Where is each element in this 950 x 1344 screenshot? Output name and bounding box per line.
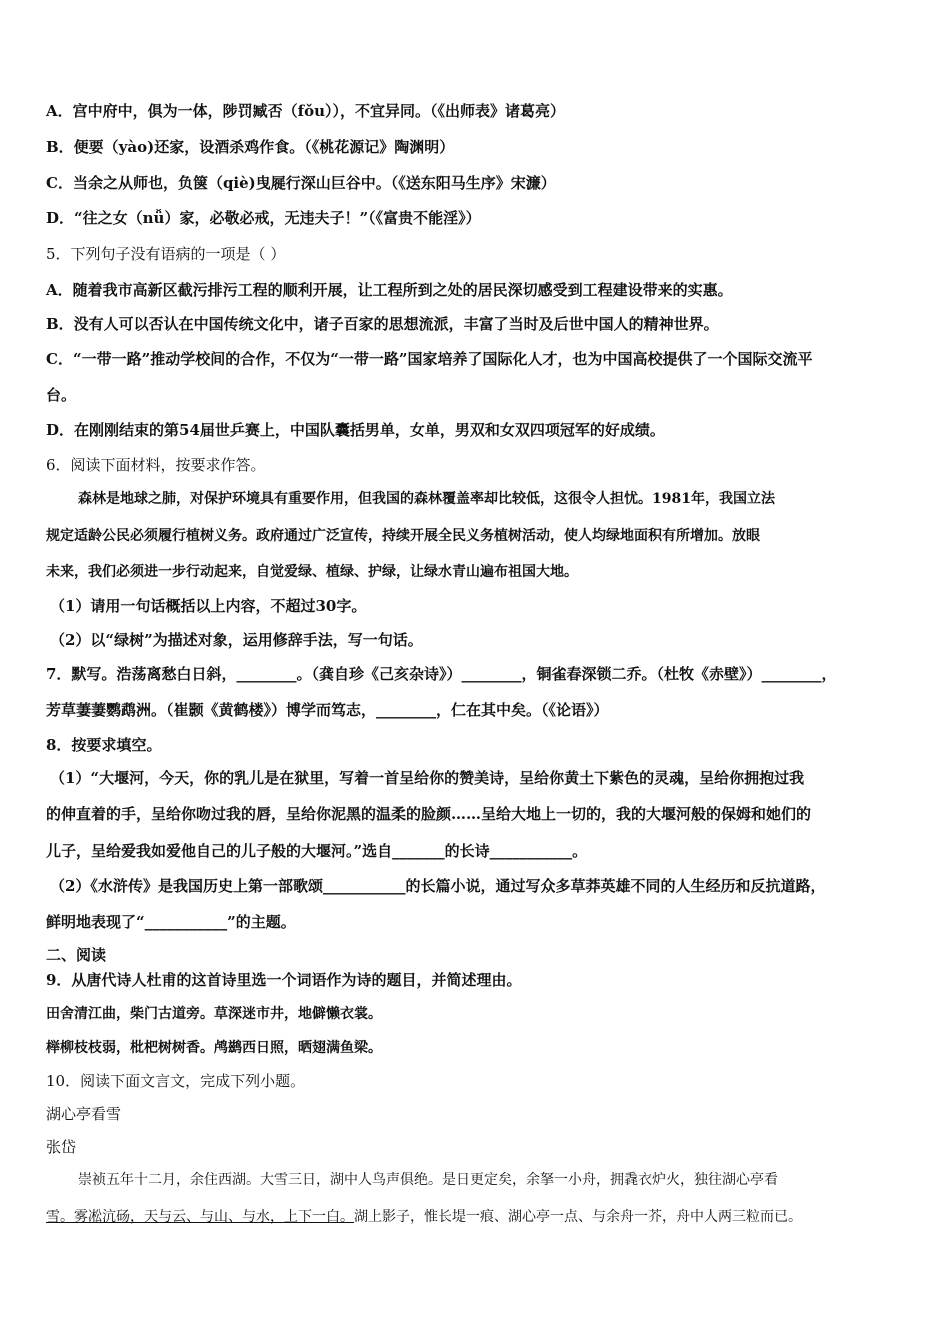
q5-option-c: C．“一带一路”推动学校间的合作，不仅为“一带一路”国家培养了国际化人才，也为中国高校提供了一个国际交流平 (46, 350, 813, 368)
q9-stem: 9．从唐代诗人杜甫的这首诗里选一个词语作为诗的题目，并简述理由。 (46, 971, 522, 989)
passage-paragraph-line-2-rest: 湖上影子，惟长堤一痕、湖心亭一点、与余舟一芥，舟中人两三粒而已。 (354, 1209, 802, 1225)
passage-paragraph-line-1: 崇祯五年十二月，余住西湖。大雪三日，湖中人鸟声俱绝。是日更定矣，余拏一小舟，拥毳衣炉火，独往湖心亭看 (78, 1172, 778, 1188)
q8-line-5: 鲜明地表现了“___________”的主题。 (46, 913, 296, 931)
q6-sub-1: （1）请用一句话概括以上内容，不超过30字。 (50, 597, 367, 615)
passage-title: 湖心亭看雪 (46, 1105, 122, 1123)
q6-stem: 6．阅读下面材料，按要求作答。 (46, 456, 266, 474)
q10-stem: 10．阅读下面文言文，完成下列小题。 (46, 1072, 306, 1090)
q6-passage-line-1: 森林是地球之肺，对保护环境具有重要作用，但我国的森林覆盖率却比较低，这很令人担忧。1981年，我国立法 (78, 491, 775, 507)
q8-stem: 8．按要求填空。 (46, 736, 162, 754)
q5-option-b: B．没有人可以否认在中国传统文化中，诸子百家的思想流派，丰富了当时及后世中国人的精神世界。 (46, 315, 719, 333)
q5-option-d: D．在刚刚结束的第54届世乒赛上，中国队囊括男单，女单，男双和女双四项冠军的好成绩。 (46, 421, 665, 439)
q4-option-b: B．便要（yào)还家，设酒杀鸡作食。（《桃花源记》陶渊明） (46, 138, 455, 156)
q9-poem-line-2: 榉柳枝枝弱，枇杷树树香。鸬鹚西日照，晒翅满鱼梁。 (46, 1040, 382, 1056)
q8-line-2: 的伸直着的手，呈给你吻过我的唇，呈给你泥黑的温柔的脸颜……呈给大地上一切的，我的大堰河般的保姆和她们的 (46, 805, 812, 823)
q6-sub-2: （2）以“绿树”为描述对象，运用修辞手法，写一句话。 (50, 631, 423, 649)
q6-passage-line-3: 未来，我们必须进一步行动起来，自觉爱绿、植绿、护绿，让绿水青山遍布祖国大地。 (46, 564, 578, 580)
passage-paragraph-line-2 (46, 1206, 802, 1228)
q4-option-d: D．“往之女（nǚ）家，必敬必戒，无违夫子！”（《富贵不能淫》） (46, 209, 481, 227)
q5-stem: 5．下列句子没有语病的一项是（ ） (46, 245, 286, 263)
q4-option-a: A．宫中府中，俱为一体，陟罚臧否（fǒu）），不宜异同。（《出师表》诸葛亮） (46, 102, 566, 120)
passage-author: 张岱 (46, 1138, 77, 1156)
underlined-sentence: 雪。雾凇沆砀，天与云、与山、与水，上下一白。 (46, 1209, 354, 1225)
q5-option-a: A．随着我市高新区截污排污工程的顺利开展，让工程所到之处的居民深切感受到工程建设带来的实惠。 (46, 281, 733, 299)
q5-option-c-cont: 台。 (46, 386, 77, 404)
q7-line-2: 芳草萋萋鹦鹉洲。（崔颢《黄鹤楼》）博学而笃志，________，仁在其中矣。（《论语》） (46, 701, 609, 719)
q4-option-c: C．当余之从师也，负箧（qiè)曳屣行深山巨谷中。（《送东阳马生序》宋濂） (46, 174, 556, 192)
q8-line-4: （2）《水浒传》是我国历史上第一部歌颂___________的长篇小说，通过写众多草莽英雄不同的人生经历和反抗道路， (50, 877, 826, 895)
section-heading-reading: 二、阅读 (46, 946, 107, 964)
q8-line-1: （1）“大堰河，今天，你的乳儿是在狱里，写着一首呈给你的赞美诗，呈给你黄土下紫色的灵魂，呈给你拥抱过我 (50, 769, 805, 787)
q9-poem-line-1: 田舍清江曲，柴门古道旁。草深迷市井，地僻懒衣裳。 (46, 1006, 382, 1022)
q6-passage-line-2: 规定适龄公民必须履行植树义务。政府通过广泛宣传，持续开展全民义务植树活动，使人均绿地面积有所增加。放眼 (46, 528, 760, 544)
q8-line-3: 儿子，呈给爱我如爱他自己的儿子般的大堰河。”选自_______的长诗___________。 (46, 842, 588, 860)
q7-line-1: 7．默写。浩荡离愁白日斜，________。（龚自珍《己亥杂诗》）________，铜雀春深锁二乔。（杜牧《赤壁》）________， (46, 665, 837, 683)
